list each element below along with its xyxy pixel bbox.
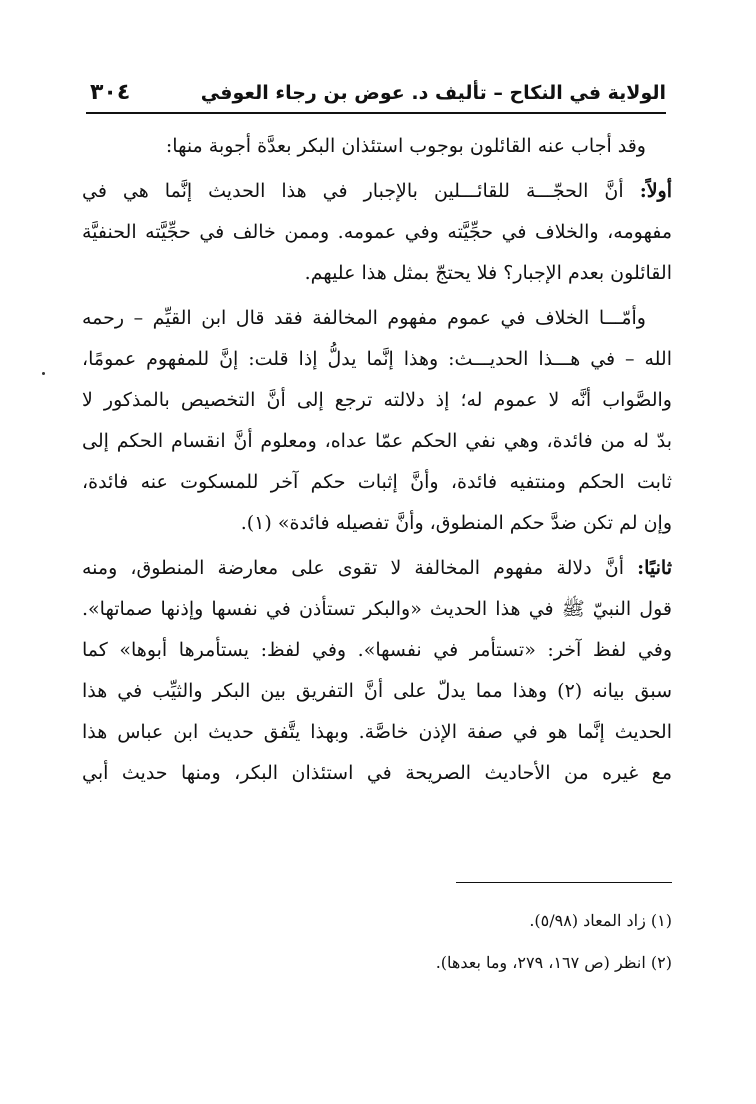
paragraph-2-line-1 [82,171,672,212]
paragraph-4-line-4: سبق بيانه (٢) وهذا مما يدلّ على أنَّ التفريق بين البكر والثيِّب في هذا [82,680,673,702]
paragraph-4-line-2: قول النبيّ ﷺ في هذا الحديث «والبكر تستأذن في نفسها وإذنها صماتها». [82,598,672,620]
body-text [82,126,672,794]
paragraph-3-line-3: والصَّواب أنَّه لا عموم له؛ إذ دلالته ترجع إلى أنَّ التخصيص بالمذكور لا [82,389,672,411]
paragraph-3-line-6: وإن لم تكن ضدَّ حكم المنطوق، وأنَّ تفصيله فائدة» (١). [240,512,672,534]
paragraph-4-line-5: الحديث إنَّما هو في صفة الإذن خاصَّة. وبهذا يتَّفق حديث ابن عباس هذا [82,721,672,743]
header-title: الولاية في النكاح – تأليف د. عوض بن رجاء العوفي [200,82,666,104]
paragraph-2-line-3: القائلون بعدم الإجبار؟ فلا يحتجّ بمثل هذا عليهم. [304,262,672,284]
paragraph-3-line-2: الله – في هـــذا الحديـــث: وهذا إنَّما يدلُّ إذا قلت: إنَّ للمفهوم عمومًا، [82,348,672,370]
paragraph-4-lead: ثانيًا: [637,557,672,579]
footnote-separator [456,882,672,883]
paragraph-3-line-5: ثابت الحكم ومنتفيه فائدة، وأنَّ إثبات حكم آخر للمسكوت عنه فائدة، [82,471,672,493]
paragraph-1-line-1 [82,126,672,167]
paragraph-4-line-1-text: أنَّ دلالة مفهوم المخالفة لا تقوى على معارضة المنطوق، ومنه [82,557,638,579]
footnote-2: (٢) انظر (ص ١٦٧، ٢٧٩، وما بعدها). [435,953,672,972]
paragraph-3-line-4: بدّ له من فائدة، وهي نفي الحكم عمّا عداه، ومعلوم أنَّ انقسام الحكم إلى [82,430,672,452]
paragraph-2-lead: أولاً: [639,180,672,202]
paragraph-2-line-2: مفهومه، والخلاف في حجِّيَّته وفي عمومه. وممن خالف في حجِّيَّته الحنفيَّة [82,221,672,243]
paragraph-3-line-1: وأمّـــا الخلاف في عموم مفهوم المخالفة فقد قال ابن القيِّم – رحمه [82,307,646,329]
paragraph-1-line-1-text: وقد أجاب عنه القائلون بوجوب استئذان البكر بعدَّة أجوبة منها: [165,135,646,157]
scan-speck [42,372,45,375]
running-header [86,78,666,114]
paragraph-2-line-1-text: أنَّ الحجّـــة للقائـــلين بالإجبار في هذا الحديث إنَّما هي في [82,180,640,202]
page-number: ٣٠٤ [90,80,131,105]
paragraph-4-line-1 [82,548,672,589]
footnotes [82,900,672,984]
paragraph-4-line-3: وفي لفظ آخر: «تستأمر في نفسها». وفي لفظ: يستأمرها أبوها» كما [82,639,672,661]
footnote-1: (١) زاد المعاد (٥/٩٨). [529,911,672,930]
paragraph-4-line-6: مع غيره من الأحاديث الصريحة في استئذان البكر، ومنها حديث أبي [82,762,672,784]
